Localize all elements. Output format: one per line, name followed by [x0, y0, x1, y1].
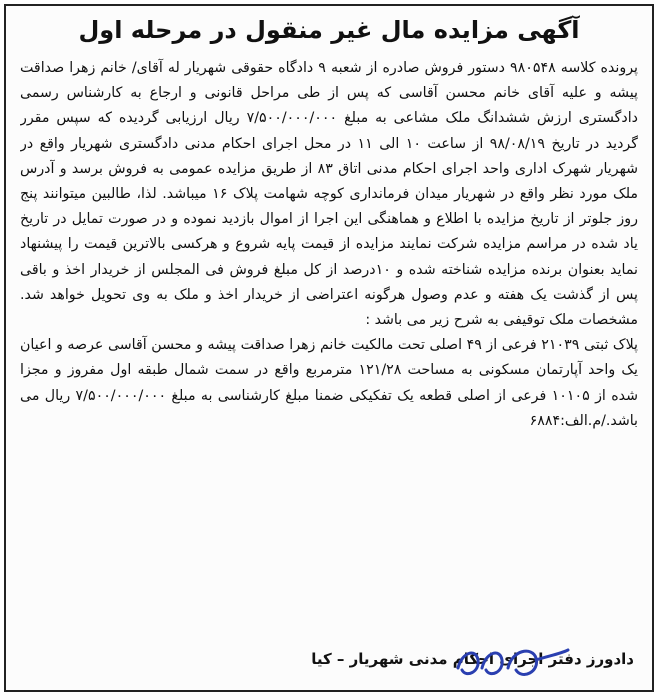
notice-paragraph-2: پلاک ثبتی ۲۱۰۳۹ فرعی از ۴۹ اصلی تحت مالکیت خانم زهرا صداقت پیشه و محسن آقاسی عرصه و اعیان یک واحد آپارتمان مسکونی به مساحت ۱۲۱/۲۸ مترمربع واقع در سمت شمال طبقه اول مفروز و مجزا شده از ۱۰۱۰۵ فرعی از اصلی قطعه یک تفکیکی ضمنا مبلغ کارشناسی به مبلغ ۷/۵۰۰/۰۰۰/۰۰۰ ریال می باشد./م.الف:۶۸۸۴ [20, 337, 638, 429]
handwritten-signature [452, 638, 572, 684]
notice-body [20, 56, 638, 636]
notice-paragraph-1: پرونده کلاسه ۹۸۰۵۴۸ دستور فروش صادره از شعبه ۹ دادگاه حقوقی شهریار له آقای/ خانم زهرا صداقت پیشه و علیه آقای خانم محسن آقاسی که پس از طی مراحل قانونی و ارجاع به کارشناس رسمی دادگستری ارزش ششدانگ ملک مشاعی به مبلغ ۷/۵۰۰/۰۰۰/۰۰۰ ریال ارزیابی گردیده که سپس مقرر گردید در تاریخ ۹۸/۰۸/۱۹ از ساعت ۱۰ الی ۱۱ در محل اجرای احکام مدنی دادگستری شهریار واقع در شهریار شهرک اداری واحد اجرای احکام مدنی اتاق ۸۳ از طریق مزایده عمومی به فروش برسد و آدرس ملک مورد نظر واقع در شهریار میدان فرمانداری کوچه شهامت پلاک ۱۶ میباشد. لذا، طالبین میتوانند پنج روز جلوتر از تاریخ مزایده با اطلاع و هماهنگی این اجرا از اموال بازدید نموده و در صورت تمایل در تاریخ یاد شده در مراسم مزایده شرکت نمایند مزایده از قیمت پایه شروع و هرکسی بالاترین قیمت را پیشنهاد نماید بعنوان برنده مزایده شناخته شده و ۱۰درصد از کل مبلغ فروش فی المجلس از خریدار اخذ و باقی پس از گذشت یک هفته و عدم وصول هرگونه اعتراضی از خریدار اخذ و ملک به وی تحویل خواهد شد. مشخصات ملک توقیفی به شرح زیر می باشد : [20, 60, 638, 329]
notice-frame [4, 4, 654, 692]
notice-title: آگهی مزایده مال غیر منقول در مرحله اول [78, 16, 580, 44]
officer-signature-line: دادورز دفتر اجرای احکام مدنی شهریار – کیا [311, 650, 634, 668]
